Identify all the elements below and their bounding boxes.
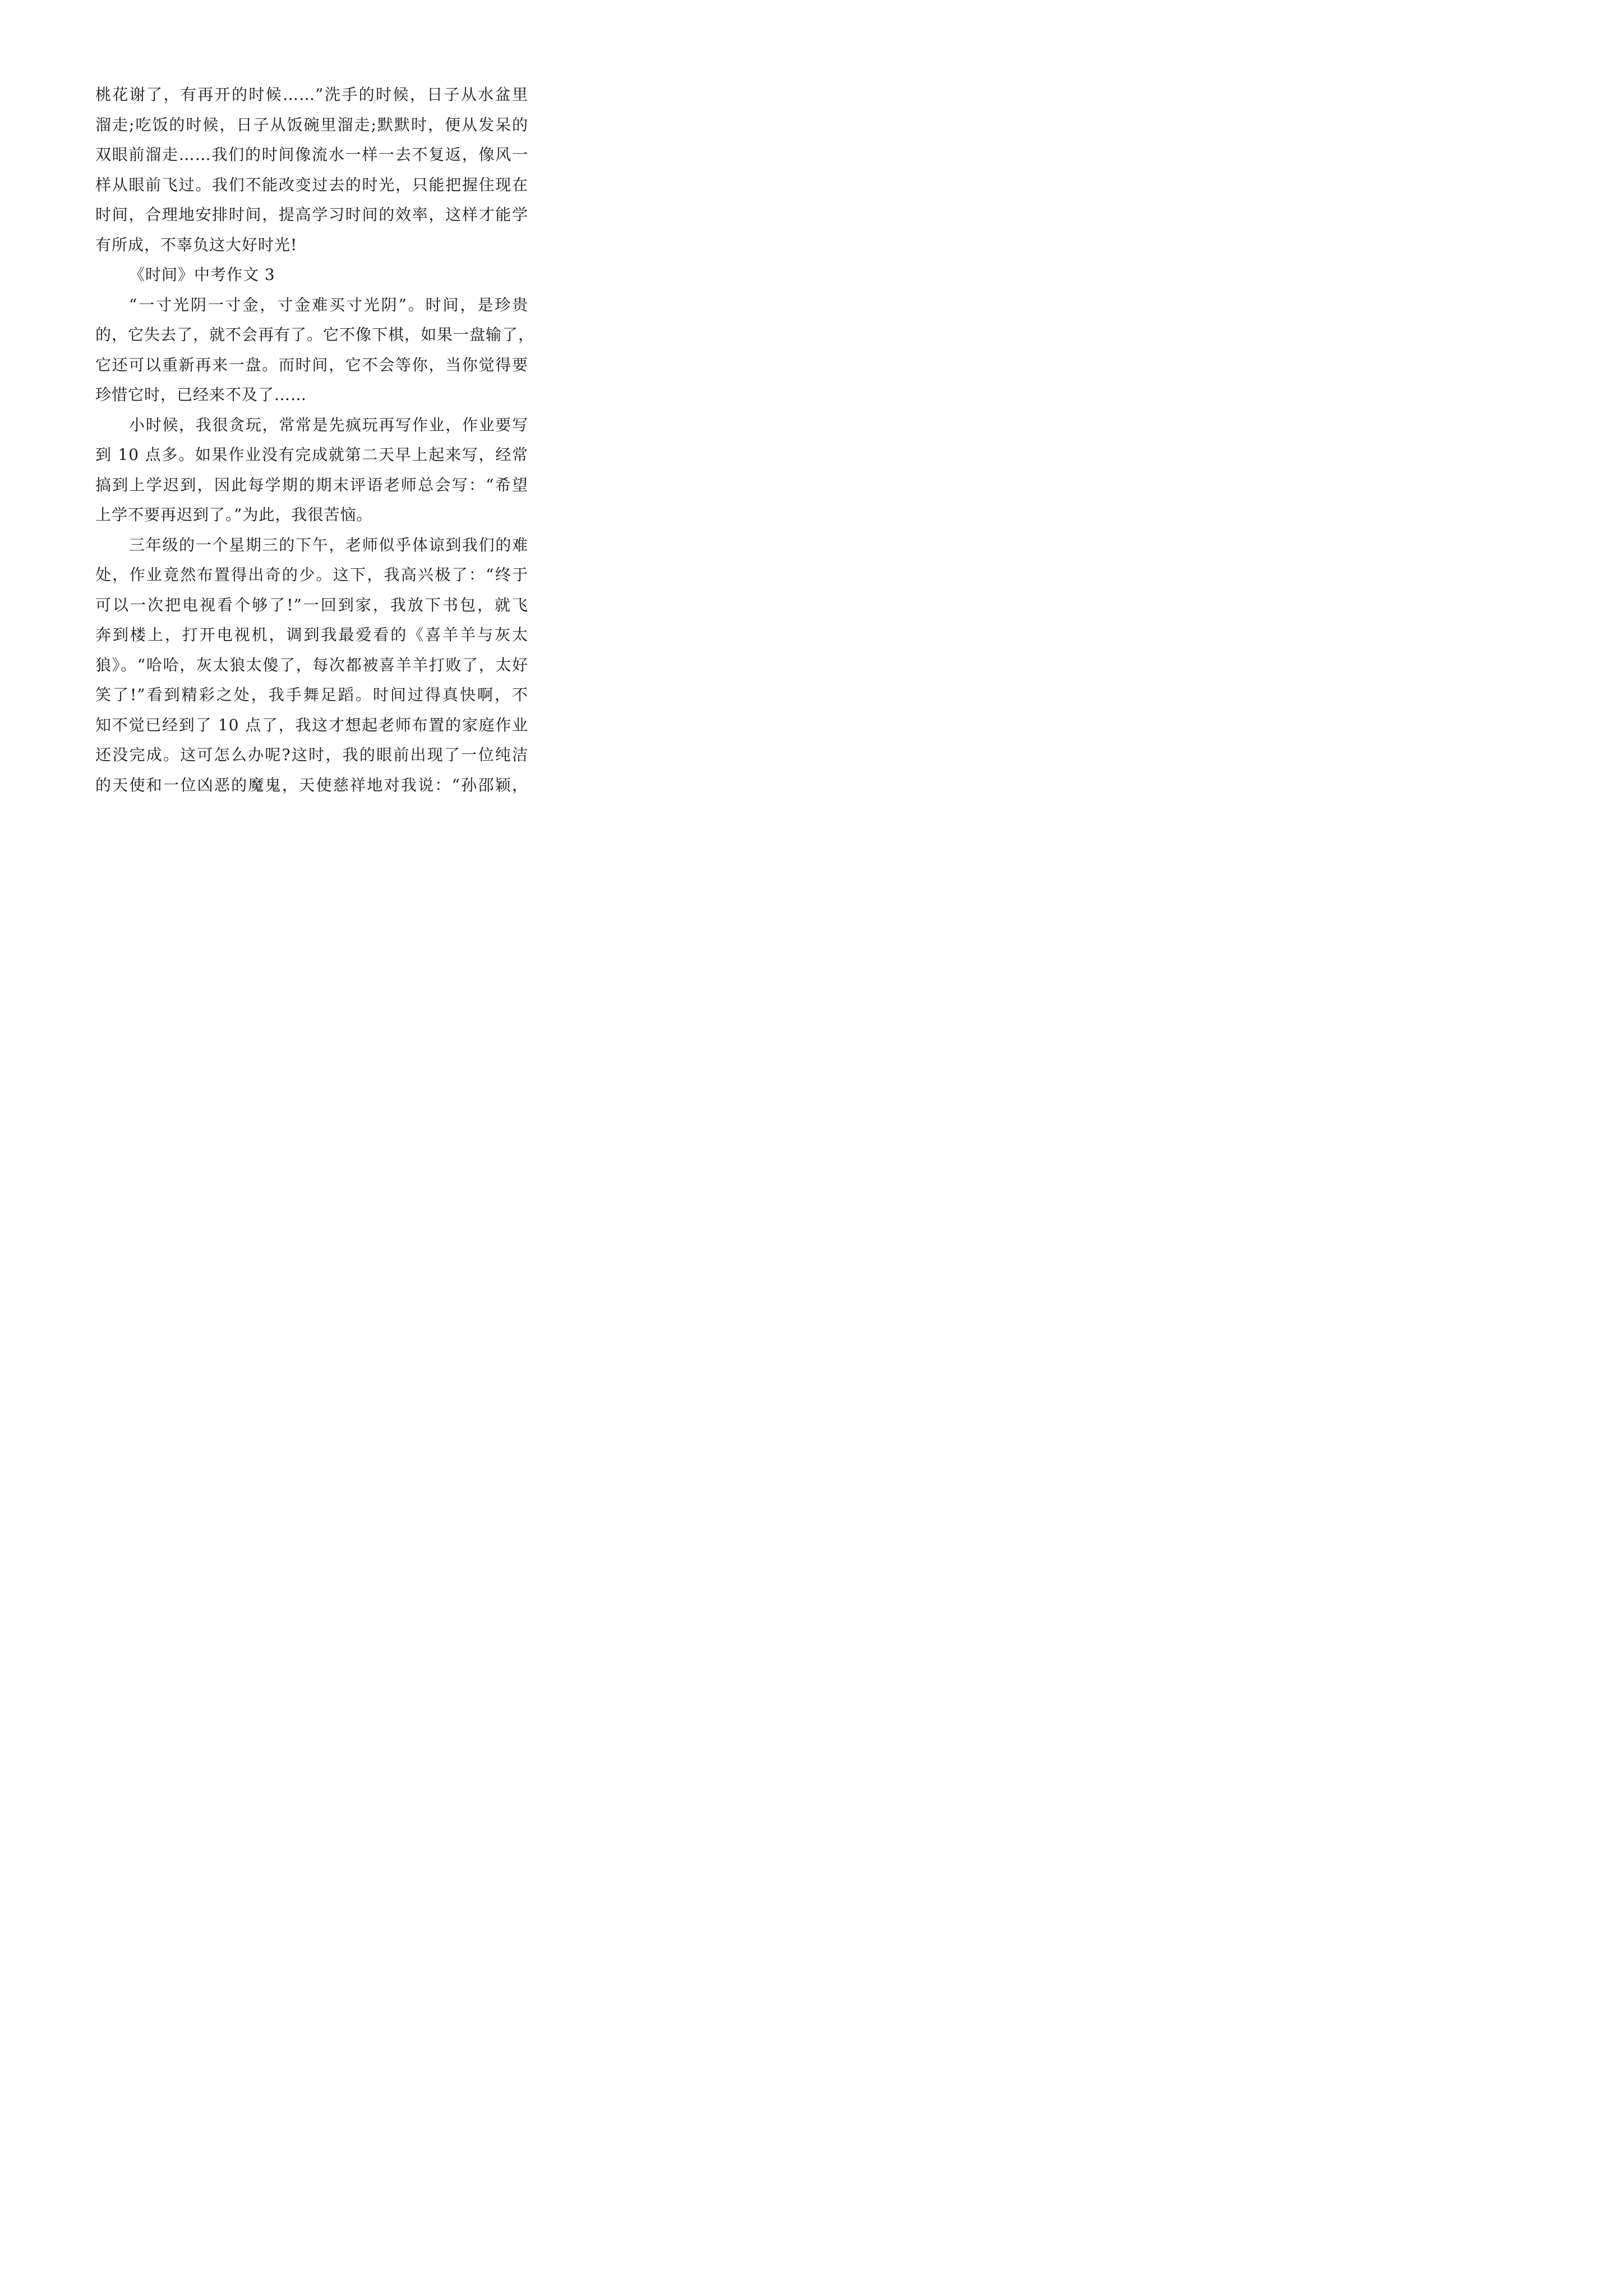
text-line: 可以一次把电视看个够了!”一回到家，我放下书包，就飞: [95, 595, 528, 614]
text-line: 搞到上学迟到，因此每学期的期末评语老师总会写：“希望: [95, 475, 528, 494]
text-line: 处，作业竟然布置得出奇的少。这下，我高兴极了：“终于: [95, 565, 528, 584]
text-line: 狼》。“哈哈，灰太狼太傻了，每次都被喜羊羊打败了，太好: [95, 655, 528, 674]
text-line: 小时候，我很贪玩，常常是先疯玩再写作业，作业要写: [129, 415, 528, 434]
text-line: 上学不要再迟到了。”为此，我很苦恼。: [95, 505, 373, 524]
text-line: 它还可以重新再来一盘。而时间，它不会等你，当你觉得要: [95, 355, 528, 374]
text-line: 的天使和一位凶恶的魔鬼，天使慈祥地对我说：“孙邵颖，: [95, 775, 528, 794]
text-line: 溜走;吃饭的时候，日子从饭碗里溜走;默默时，便从发呆的: [95, 115, 528, 134]
text-line: 笑了!”看到精彩之处，我手舞足蹈。时间过得真快啊，不: [95, 685, 528, 704]
text-line: 奔到楼上，打开电视机，调到我最爱看的《喜羊羊与灰太: [95, 625, 528, 644]
text-line: 桃花谢了，有再开的时候……”洗手的时候，日子从水盆里: [95, 85, 528, 104]
text-line: 到 10 点多。如果作业没有完成就第二天早上起来写，经常: [95, 445, 528, 464]
text-line: 珍惜它时，已经来不及了……: [95, 385, 307, 404]
text-line: 样从眼前飞过。我们不能改变过去的时光，只能把握住现在: [95, 175, 528, 194]
text-line: 知不觉已经到了 10 点了，我这才想起老师布置的家庭作业: [95, 715, 528, 734]
article-body: [95, 80, 535, 800]
text-line: 三年级的一个星期三的下午，老师似乎体谅到我们的难: [129, 535, 528, 554]
text-line: 双眼前溜走……我们的时间像流水一样一去不复返，像风一: [95, 145, 528, 164]
text-line: 有所成，不辜负这大好时光!: [95, 235, 298, 254]
section-heading: 《时间》中考作文 3: [129, 265, 275, 284]
text-line: 的，它失去了，就不会再有了。它不像下棋，如果一盘输了，: [95, 325, 535, 344]
document-page: [0, 0, 621, 879]
text-line: “一寸光阴一寸金，寸金难买寸光阴”。时间，是珍贵: [129, 295, 528, 314]
text-line: 还没完成。这可怎么办呢?这时，我的眼前出现了一位纯洁: [95, 746, 528, 764]
text-line: 时间，合理地安排时间，提高学习时间的效率，这样才能学: [95, 205, 528, 224]
